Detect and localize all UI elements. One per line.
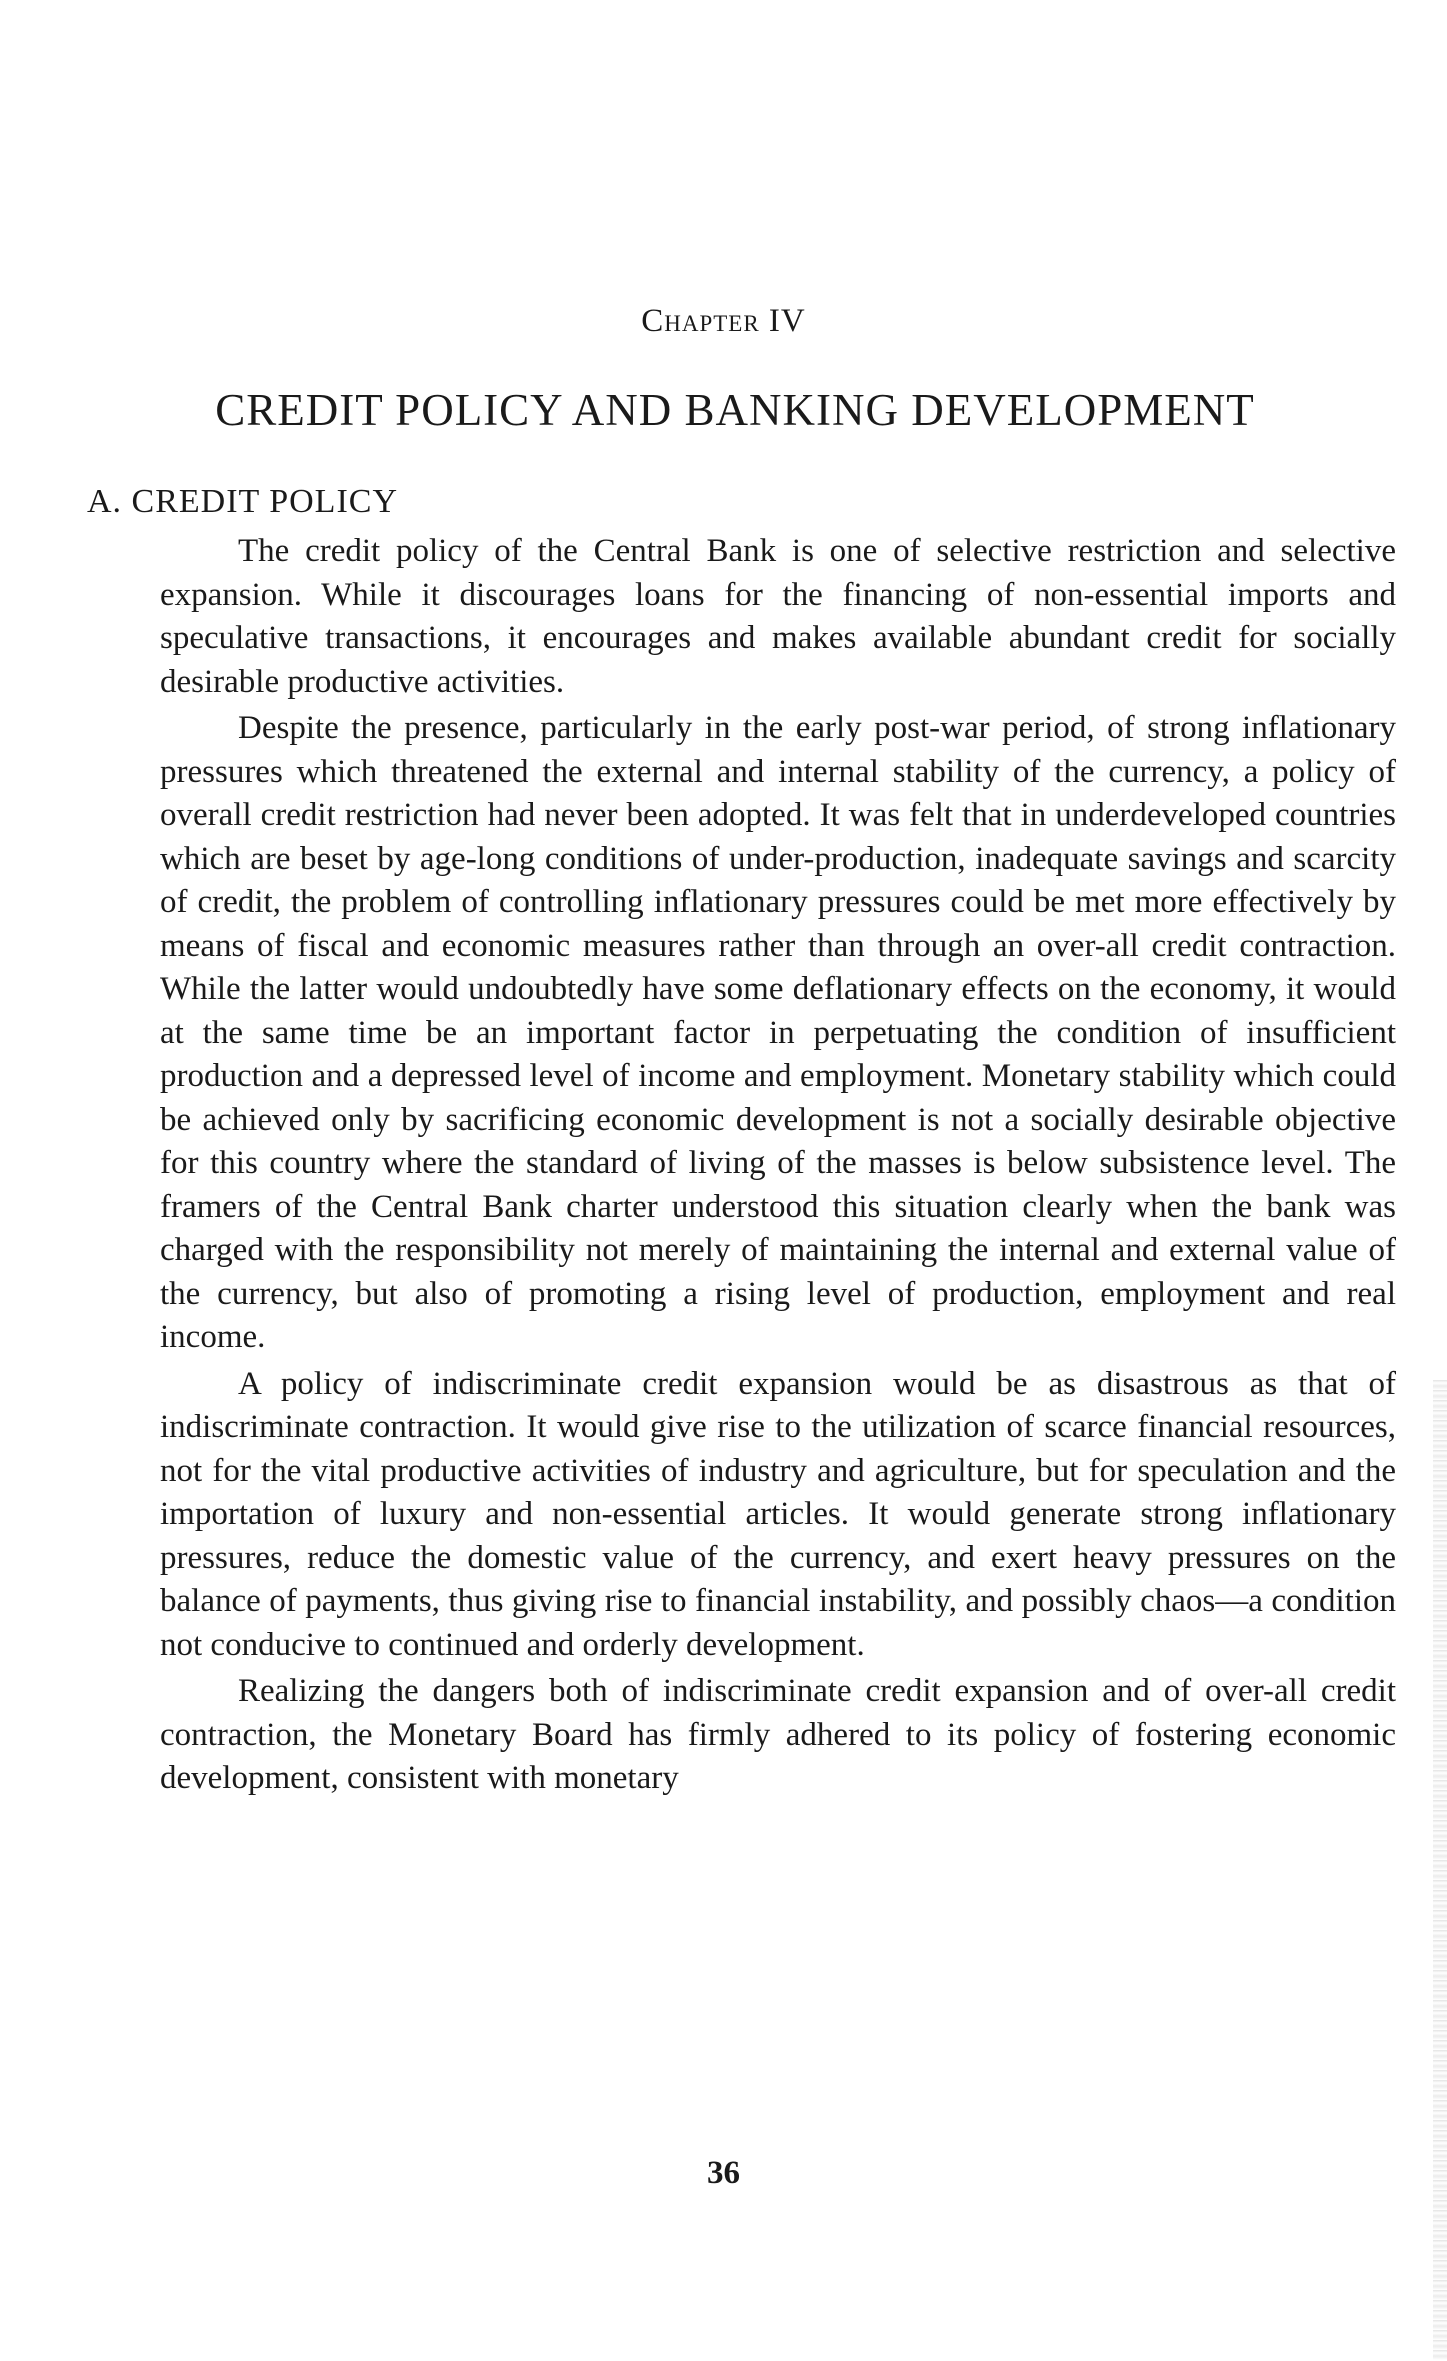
chapter-label-text: Chapter IV bbox=[641, 303, 806, 339]
section-heading: A. CREDIT POLICY bbox=[87, 483, 398, 520]
chapter-label bbox=[0, 303, 1447, 340]
scan-edge-noise bbox=[1433, 1380, 1447, 2360]
body-text bbox=[160, 530, 1396, 1804]
chapter-title: CREDIT POLICY AND BANKING DEVELOPMENT bbox=[215, 385, 1255, 435]
paragraph: Realizing the dangers both of indiscriminate credit expansion and of over-all credit contraction, the Monetary Board has firmly adhered to its policy of fostering economic development, consistent with monetary bbox=[160, 1673, 1396, 1796]
paragraph: A policy of indiscriminate credit expansion would be as disastrous as that of indiscriminate contraction. It would give rise to the utilization of scarce financial resources, not for the vital productive activities of industry and agriculture, but for speculation and the importation of luxury and non-essential articles. It would generate strong inflationary pressures, reduce the domestic value of the currency, and exert heavy pressures on the balance of payments, thus giving rise to financial instability, and possibly chaos—a condition not conducive to continued and orderly development. bbox=[160, 1365, 1396, 1663]
paragraph: The credit policy of the Central Bank is one of selective restriction and selective expansion. While it discourages loans for the financing of non-essential imports and speculative transactions, it encourages and makes available abundant credit for socially desirable productive activities. bbox=[160, 533, 1396, 700]
page-number: 36 bbox=[707, 2155, 740, 2191]
paragraph: Despite the presence, particularly in the early post-war period, of strong inflationary pressures which threatened the external and internal stability of the currency, a policy of overall credit restriction had never been adopted. It was felt that in underdeveloped countries which are beset by age-long conditions of under-production, inadequate savings and scarcity of credit, the problem of controlling inflationary pressures could be met more effectively by means of fiscal and economic measures rather than through an over-all credit contraction. While the latter would undoubtedly have some deflationary effects on the economy, it would at the same time be an important factor in perpetuating the condition of insufficient production and a depressed level of income and employment. Monetary stability which could be achieved only by sacrificing economic development is not a socially desirable objective for this country where the standard of living of the masses is below subsistence level. The framers of the Central Bank charter understood this situation clearly when the bank was charged with the responsibility not merely of maintaining the internal and external value of the currency, but also of promoting a rising level of production, employment and real income. bbox=[160, 710, 1396, 1355]
